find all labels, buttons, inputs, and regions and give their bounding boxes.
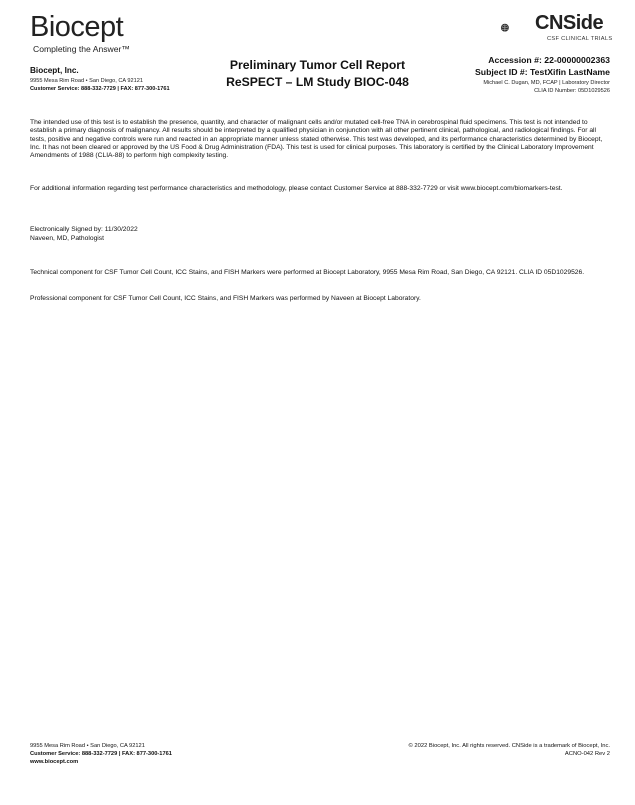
cnside-subtitle: CSF CLINICAL TRIALS <box>547 36 613 42</box>
biocept-logo-text: Biocept <box>30 11 124 43</box>
cnside-brain-icon <box>499 11 535 47</box>
signature-date: Electronically Signed by: 11/30/2022 <box>30 226 138 233</box>
footer-website[interactable]: www.biocept.com <box>30 759 79 765</box>
footer-address: 9955 Mesa Rim Road • San Diego, CA 92121 <box>30 743 145 749</box>
clia-id: CLIA ID Number: 05D1029526 <box>534 88 610 94</box>
accession-number: Accession #: 22-00000002363 <box>488 55 610 65</box>
study-title: ReSPECT – LM Study BIOC-048 <box>226 75 409 89</box>
additional-info-paragraph: For additional information regarding test performance characteristics and methodology, please contact Customer Service at 888-332-7729 or visit www.biocept.com/biomarkers-test. <box>30 185 563 192</box>
footer-form-id: ACNO-042 Rev 2 <box>564 751 610 757</box>
technical-component-paragraph: Technical component for CSF Tumor Cell Count, ICC Stains, and FISH Markers were performed at Biocept Laboratory, 9955 Mesa Rim Road, San Diego, CA 92121. CLIA ID 05D1029526. <box>30 269 585 276</box>
footer-service: Customer Service: 888-332-7729 | FAX: 877-300-1761 <box>30 751 172 757</box>
subject-id: Subject ID #: TestXifin LastName <box>474 67 610 77</box>
signer-name: Naveen, MD, Pathologist <box>30 235 104 242</box>
company-service: Customer Service: 888-332-7729 | FAX: 877-300-1761 <box>30 86 170 92</box>
cnside-logo-text: CNSide <box>535 12 604 34</box>
company-address: 9955 Mesa Rim Road • San Diego, CA 92121 <box>30 78 143 84</box>
company-name: Biocept, Inc. <box>30 66 79 75</box>
brand-tagline: Completing the Answer™ <box>33 44 130 54</box>
footer-copyright: © 2022 Biocept, Inc. All rights reserved. CNSide is a trademark of Biocept, Inc. <box>408 743 610 749</box>
intended-use-paragraph: The intended use of this test is to establish the presence, quantity, and character of malignant cells and/or mutated cell-free TNA in cerebrospinal fluid specimens. This test is not intended to establish a primary diagnosis of malignancy. All results should be interpreted by a qualified physician in conjunction with all other pertinent clinical, pathological, and radiological findings. For all tests, positive and negative controls were run and reacted in an appropriate manner unless stated otherwise. This test was developed, and its performance characteristics determined by Biocept, Inc. It has not been cleared or approved by the US Food & Drug Administration (FDA). This test is used for clinical purposes. This laboratory is certified by the Clinical Laboratory Improvement Amendments of 1988 (CLIA-88) to perform high complexity testing. <box>30 119 603 160</box>
laboratory-director: Michael C. Dugan, MD, FCAP | Laboratory Director <box>483 80 610 86</box>
professional-component-paragraph: Professional component for CSF Tumor Cell Count, ICC Stains, and FISH Markers was performed by Naveen at Biocept Laboratory. <box>30 295 421 302</box>
report-title: Preliminary Tumor Cell Report <box>229 58 406 72</box>
